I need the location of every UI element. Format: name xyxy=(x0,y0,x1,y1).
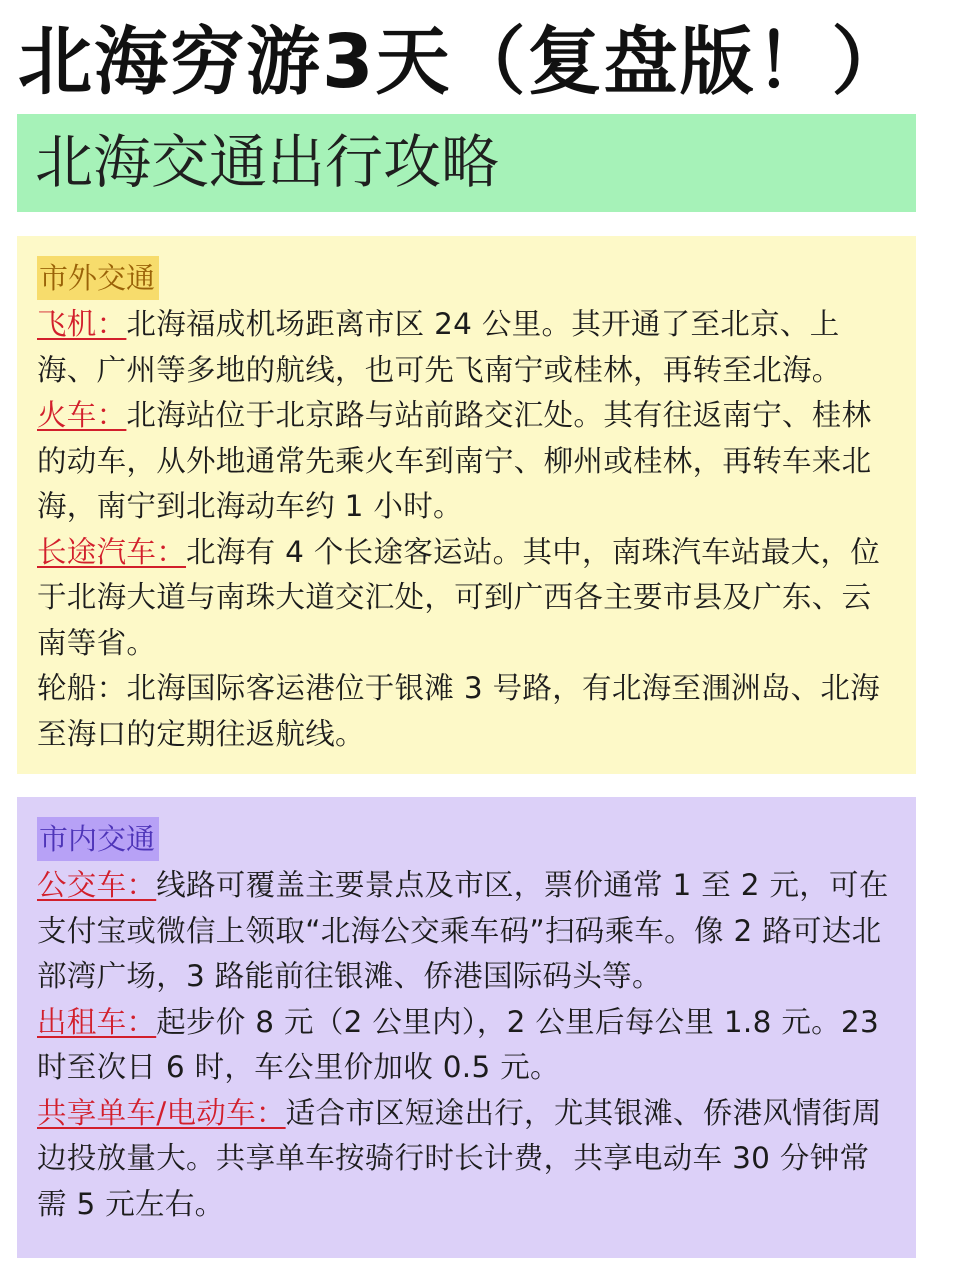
text-ferry: 轮船：北海国际客运港位于银滩 3 号路，有北海至涠洲岛、北海至海口的定期往返航线。 xyxy=(37,671,881,751)
label-airplane: 飞机： xyxy=(37,307,127,341)
section-city-transport xyxy=(17,797,916,1258)
paragraph-train xyxy=(37,393,898,530)
paragraph-taxi xyxy=(37,1000,898,1091)
page-title: 北海穷游3天（复盘版！） xyxy=(18,19,908,105)
label-taxi: 出租车： xyxy=(37,1004,157,1039)
text-bus: 线路可覆盖主要景点及市区，票价通常 1 至 2 元，可在支付宝或微信上领取“北海公交乘车码”扫码乘车。像 2 路可达北部湾广场，3 路能前往银滩、侨港国际码头等。 xyxy=(37,868,889,993)
text-airplane: 北海福成机场距离市区 24 公里。其开通了至北京、上海、广州等多地的航线，也可先飞南宁或桂林，再转至北海。 xyxy=(37,307,842,387)
paragraph-ferry xyxy=(37,666,898,757)
label-shared-bike: 共享单车/电动车： xyxy=(37,1095,286,1130)
paragraph-shared-bike xyxy=(37,1091,898,1228)
text-train: 北海站位于北京路与站前路交汇处。其有往返南宁、桂林的动车，从外地通常先乘火车到南宁、柳州或桂林，再转车来北海，南宁到北海动车约 1 小时。 xyxy=(37,398,872,523)
text-taxi: 起步价 8 元（2 公里内），2 公里后每公里 1.8 元。23 时至次日 6 时，车公里价加收 0.5 元。 xyxy=(37,1004,880,1084)
paragraph-bus xyxy=(37,863,898,1000)
section-heading-external: 市外交通 xyxy=(37,256,159,300)
paragraph-airplane xyxy=(37,302,898,393)
label-bus: 公交车： xyxy=(37,868,157,902)
label-coach: 长途汽车： xyxy=(37,534,187,569)
label-train: 火车： xyxy=(37,398,127,432)
paragraph-coach xyxy=(37,530,898,667)
text-coach: 北海有 4 个长途客运站。其中，南珠汽车站最大，位于北海大道与南珠大道交汇处，可到广西各主要市县及广东、云南等省。 xyxy=(37,534,881,660)
section-external-transport xyxy=(17,236,916,774)
subtitle: 北海交通出行攻略 xyxy=(35,128,500,196)
text-shared-bike: 适合市区短途出行，尤其银滩、侨港风情街周边投放量大。共享单车按骑行时长计费，共享电动车 30 分钟常需 5 元左右。 xyxy=(37,1095,882,1221)
subtitle-banner xyxy=(17,114,916,212)
section-heading-internal: 市内交通 xyxy=(37,817,159,861)
